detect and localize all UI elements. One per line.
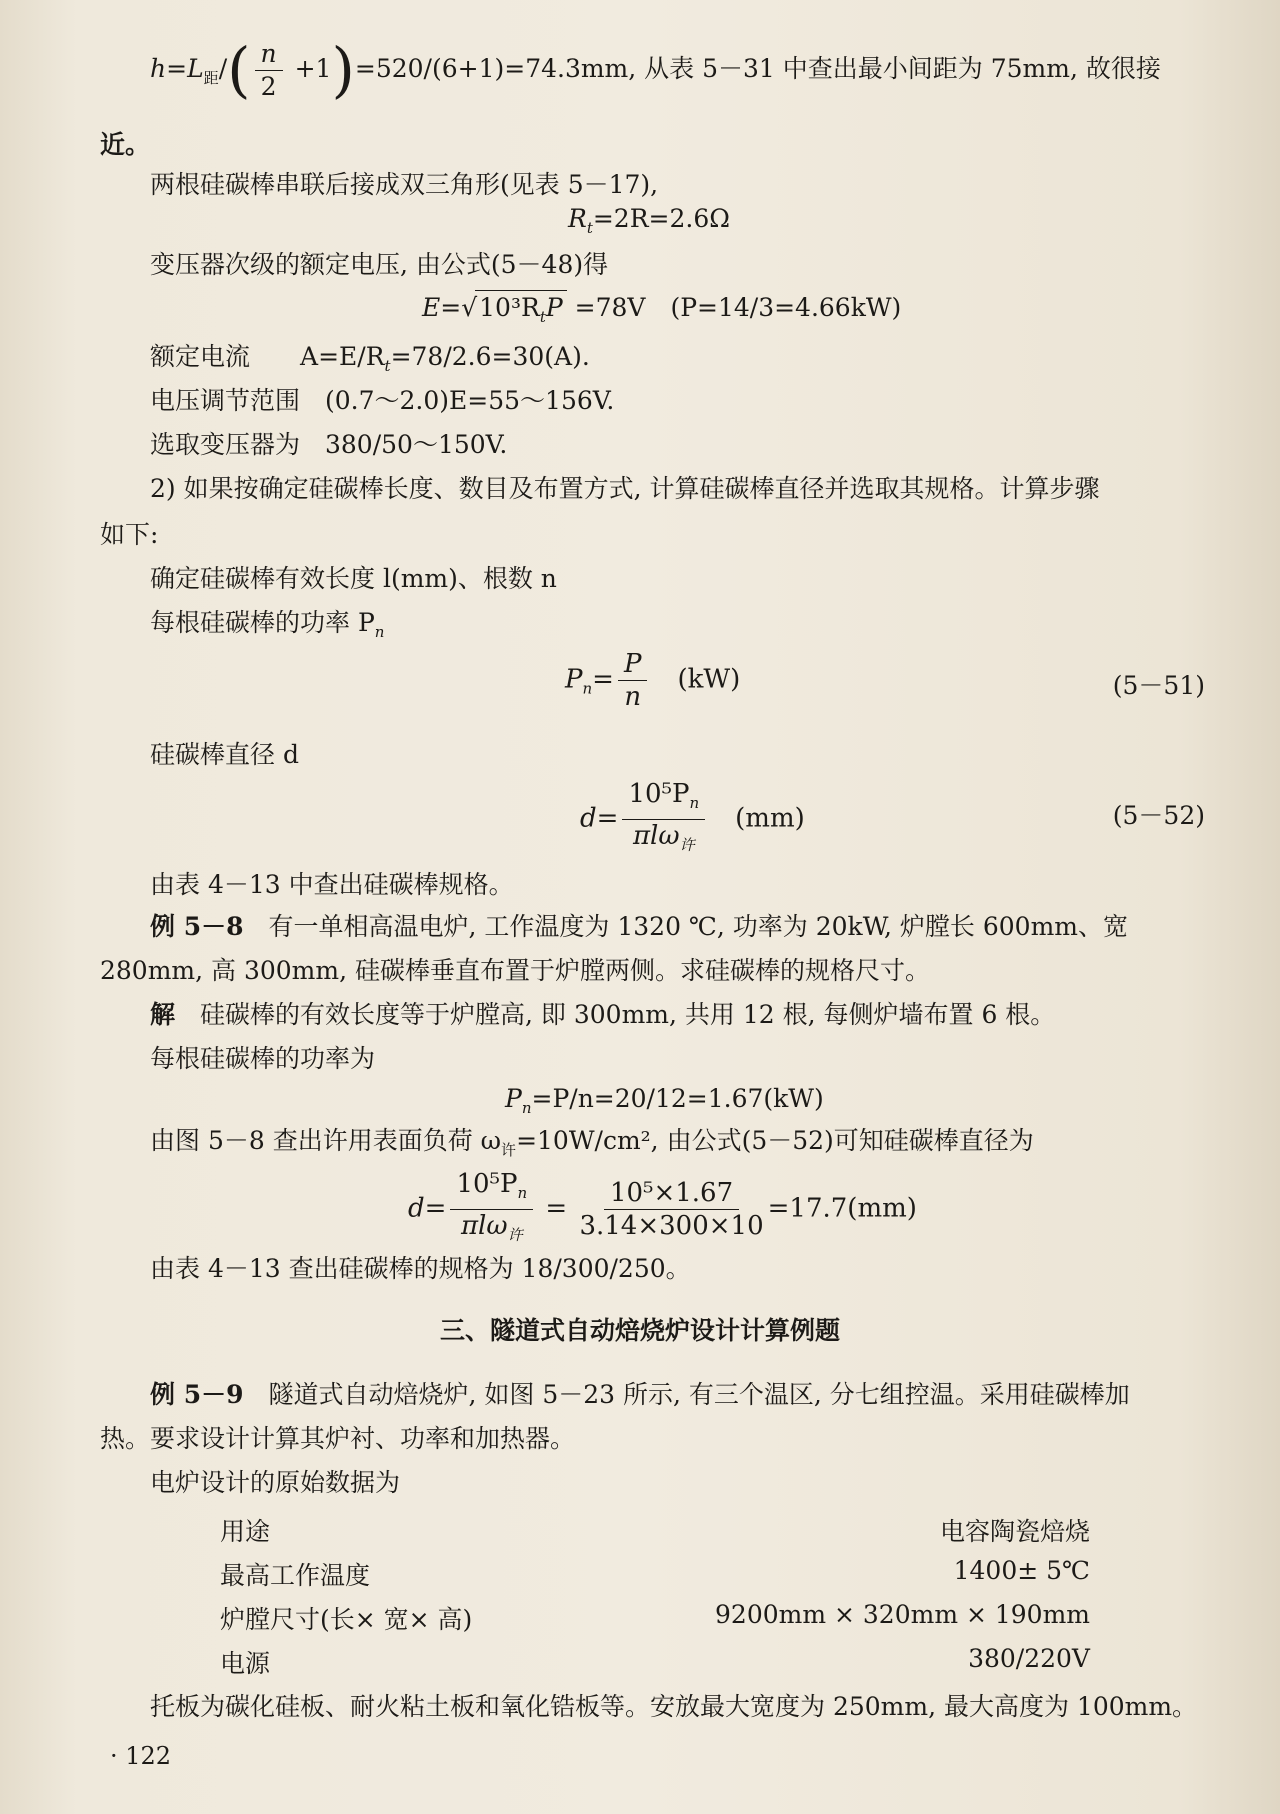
para-rated-current — [150, 340, 590, 383]
right-paren: ) — [331, 35, 355, 106]
eq-d2-num1-sub: n — [517, 1184, 528, 1203]
eq-number-5-52: (5－52) — [1112, 801, 1205, 830]
formula-tail: =520/(6+1)=74.3mm, 从表 5－31 中查出最小间距为 75mm, 故很接 — [354, 54, 1161, 83]
solution — [150, 998, 1055, 1032]
sub-distance: 距 — [203, 69, 219, 87]
page-number: · 122 — [110, 1742, 172, 1770]
root-body: 10³R — [479, 293, 540, 322]
left-paren: ( — [227, 35, 251, 106]
eq-pn — [505, 1082, 824, 1125]
para-method-2: 2) 如果按确定硅碳棒长度、数目及布置方式, 计算硅碳棒直径并选取其规格。计算步骤 — [150, 474, 1100, 503]
eq-5-51: $P_n=$ $\frac{P}{n}$ (kW) — [565, 649, 741, 712]
eq-d2-rhs: =17.7(mm) — [767, 1193, 917, 1224]
root-p: P — [545, 293, 563, 322]
para-diameter: 硅碳棒直径 d — [150, 740, 299, 769]
power-each-text: 每根硅碳棒的功率 P — [150, 608, 375, 637]
para-transformer-voltage: 变压器次级的额定电压, 由公式(5－48)得 — [150, 250, 609, 279]
rated-current-sub: t — [384, 357, 391, 375]
solution-text: 硅碳棒的有效长度等于炉膛高, 即 300mm, 共用 12 根, 每侧炉墙布置 6 根。 — [200, 1000, 1056, 1029]
eq52-num-sub: n — [689, 794, 700, 813]
example-5-8-cont: 280mm, 高 300mm, 硅碳棒垂直布置于炉膛两侧。求硅碳棒的规格尺寸。 — [100, 956, 930, 985]
plus-one: +1 — [294, 54, 332, 83]
eq-d2-frac2 — [579, 1179, 763, 1240]
para-table-lookup: 由表 4－13 中查出硅碳棒规格。 — [150, 870, 514, 899]
eq-5-52 — [580, 780, 805, 859]
example-5-9-cont: 热。要求设计计算其炉衬、功率和加热器。 — [100, 1424, 576, 1453]
para-support-plates: 托板为碳化硅板、耐火粘土板和氧化锆板等。安放最大宽度为 250mm, 最大高度为 100mm。 — [150, 1692, 1198, 1721]
var-L: L — [187, 54, 204, 83]
row-label: 炉膛尺寸(长× 宽× 高) — [220, 1605, 473, 1634]
eq52-fraction — [622, 780, 705, 859]
eq-d2-den1-sub: 许 — [507, 1226, 523, 1245]
para-surface-load — [150, 1124, 1034, 1167]
var-h: h — [150, 54, 167, 83]
var-R: R — [568, 204, 587, 233]
eq-rt-rhs: =2R=2.6Ω — [592, 204, 730, 233]
rated-current-formula: A=E/R — [300, 342, 385, 371]
para-series-connection: 两根硅碳棒串联后接成双三角形(见表 5－17), — [150, 170, 659, 199]
root-sub: t — [539, 308, 546, 326]
formula-line-h: $h=L_距/$( $\frac{n}{2}$ +1)=520/(6+1)=74.3mm, 从表 5－31 中查出最小间距为 75mm, 故很接 — [150, 35, 1161, 106]
fraction-n-over-2 — [255, 40, 283, 101]
eq-pn-lhs: P — [505, 1084, 522, 1113]
example-5-8-text: 有一单相高温电炉, 工作温度为 1320 ℃, 功率为 20kW, 炉膛长 600mm、宽 — [268, 912, 1128, 941]
row-label: 电源 — [220, 1649, 271, 1678]
row-value: 9200mm × 320mm × 190mm — [715, 1600, 1090, 1629]
eq-d-computed: d= $\frac{10^5P_n}{\pi l\omega_许}$ = $\frac{\text{10⁵×1.67}}{3.14\times 300\times 10}$ =17.7(mm) — [408, 1170, 917, 1249]
row-value: 1400± 5℃ — [953, 1556, 1090, 1585]
para-transformer-select: 选取变压器为 380/50～150V. — [150, 430, 508, 459]
eq51-den: n — [624, 682, 642, 712]
power-each-sub: n — [374, 623, 385, 641]
example-5-9-label: 例 5－9 — [150, 1380, 244, 1409]
eq52-unit: (mm) — [735, 803, 805, 834]
eq-d2-num1-text: 10⁵P — [456, 1169, 518, 1199]
surface-load-sub: 许 — [501, 1141, 517, 1159]
eq-d2-lhs: d= — [408, 1193, 447, 1224]
section-heading: 三、隧道式自动焙烧炉设计计算例题 — [439, 1316, 840, 1345]
eq-pn-rhs: =P/n=20/12=1.67(kW) — [531, 1084, 824, 1113]
sqrt-sign: √ — [461, 293, 478, 322]
surface-load-rest: =10W/cm², 由公式(5－52)可知硅碳棒直径为 — [516, 1126, 1034, 1155]
frac-num: n — [255, 40, 283, 71]
example-5-8 — [150, 910, 1128, 944]
para-power-each-2: 每根硅碳棒的功率为 — [150, 1044, 376, 1073]
row-value: 电容陶瓷焙烧 — [939, 1517, 1090, 1546]
eq52-num — [622, 780, 705, 820]
solution-label: 解 — [150, 1000, 176, 1029]
row-label: 最高工作温度 — [220, 1561, 371, 1590]
para-spec-result: 由表 4－13 查出硅碳棒的规格为 18/300/250。 — [150, 1254, 691, 1283]
eq52-lhs: d= — [580, 803, 619, 834]
frac-den: 2 — [260, 72, 277, 101]
eq-e-rhs: =78V (P=14/3=4.66kW) — [574, 293, 902, 322]
para-power-each — [150, 606, 384, 649]
row-label: 用途 — [220, 1517, 271, 1546]
rated-current-rest: =78/2.6=30(A). — [390, 342, 590, 371]
eq51-lhs-sub: n — [582, 679, 593, 698]
eq-e — [422, 290, 901, 334]
sqrt-body — [475, 290, 567, 334]
eq-d2-den1 — [461, 1210, 523, 1249]
eq51-lhs: P — [565, 664, 583, 695]
line-jin: 近。 — [100, 130, 151, 159]
example-5-9-data-intro: 电炉设计的原始数据为 — [150, 1468, 401, 1497]
eq51-unit: (kW) — [677, 664, 741, 695]
para-effective-length: 确定硅碳棒有效长度 l(mm)、根数 n — [150, 564, 557, 593]
eq-pn-sub: n — [521, 1099, 532, 1117]
eq-number-5-51: (5－51) — [1112, 671, 1205, 700]
eq51-fraction — [618, 650, 648, 711]
example-5-9 — [150, 1378, 1130, 1412]
eq-rt — [568, 202, 730, 245]
eq-d2-frac1 — [450, 1170, 533, 1249]
rated-current-label: 额定电流 — [150, 342, 251, 371]
eq-d2-den2: 3.14×300×10 — [579, 1211, 764, 1242]
eq52-den-text: πlω — [632, 821, 680, 852]
eq-d2-num2: 10⁵×1.67 — [604, 1179, 739, 1210]
sub-t: t — [586, 219, 593, 237]
eq-d2-num1 — [450, 1170, 533, 1210]
row-value: 380/220V — [968, 1644, 1090, 1673]
eq52-den — [633, 820, 695, 859]
para-voltage-range: 电压调节范围 (0.7～2.0)E=55～156V. — [150, 386, 615, 415]
eq52-den-sub: 许 — [679, 836, 695, 855]
eq51-num: P — [618, 650, 648, 681]
eq-d2-den1-text: πlω — [460, 1211, 508, 1242]
para-as-follows: 如下: — [100, 520, 159, 549]
eq-e-lhs: E= — [422, 293, 462, 322]
example-5-8-label: 例 5－8 — [150, 912, 244, 941]
surface-load-text: 由图 5－8 查出许用表面负荷 ω — [150, 1126, 502, 1155]
example-5-9-text: 隧道式自动焙烧炉, 如图 5－23 所示, 有三个温区, 分七组控温。采用硅碳棒加 — [268, 1380, 1130, 1409]
eq52-num-text: 10⁵P — [628, 779, 690, 809]
